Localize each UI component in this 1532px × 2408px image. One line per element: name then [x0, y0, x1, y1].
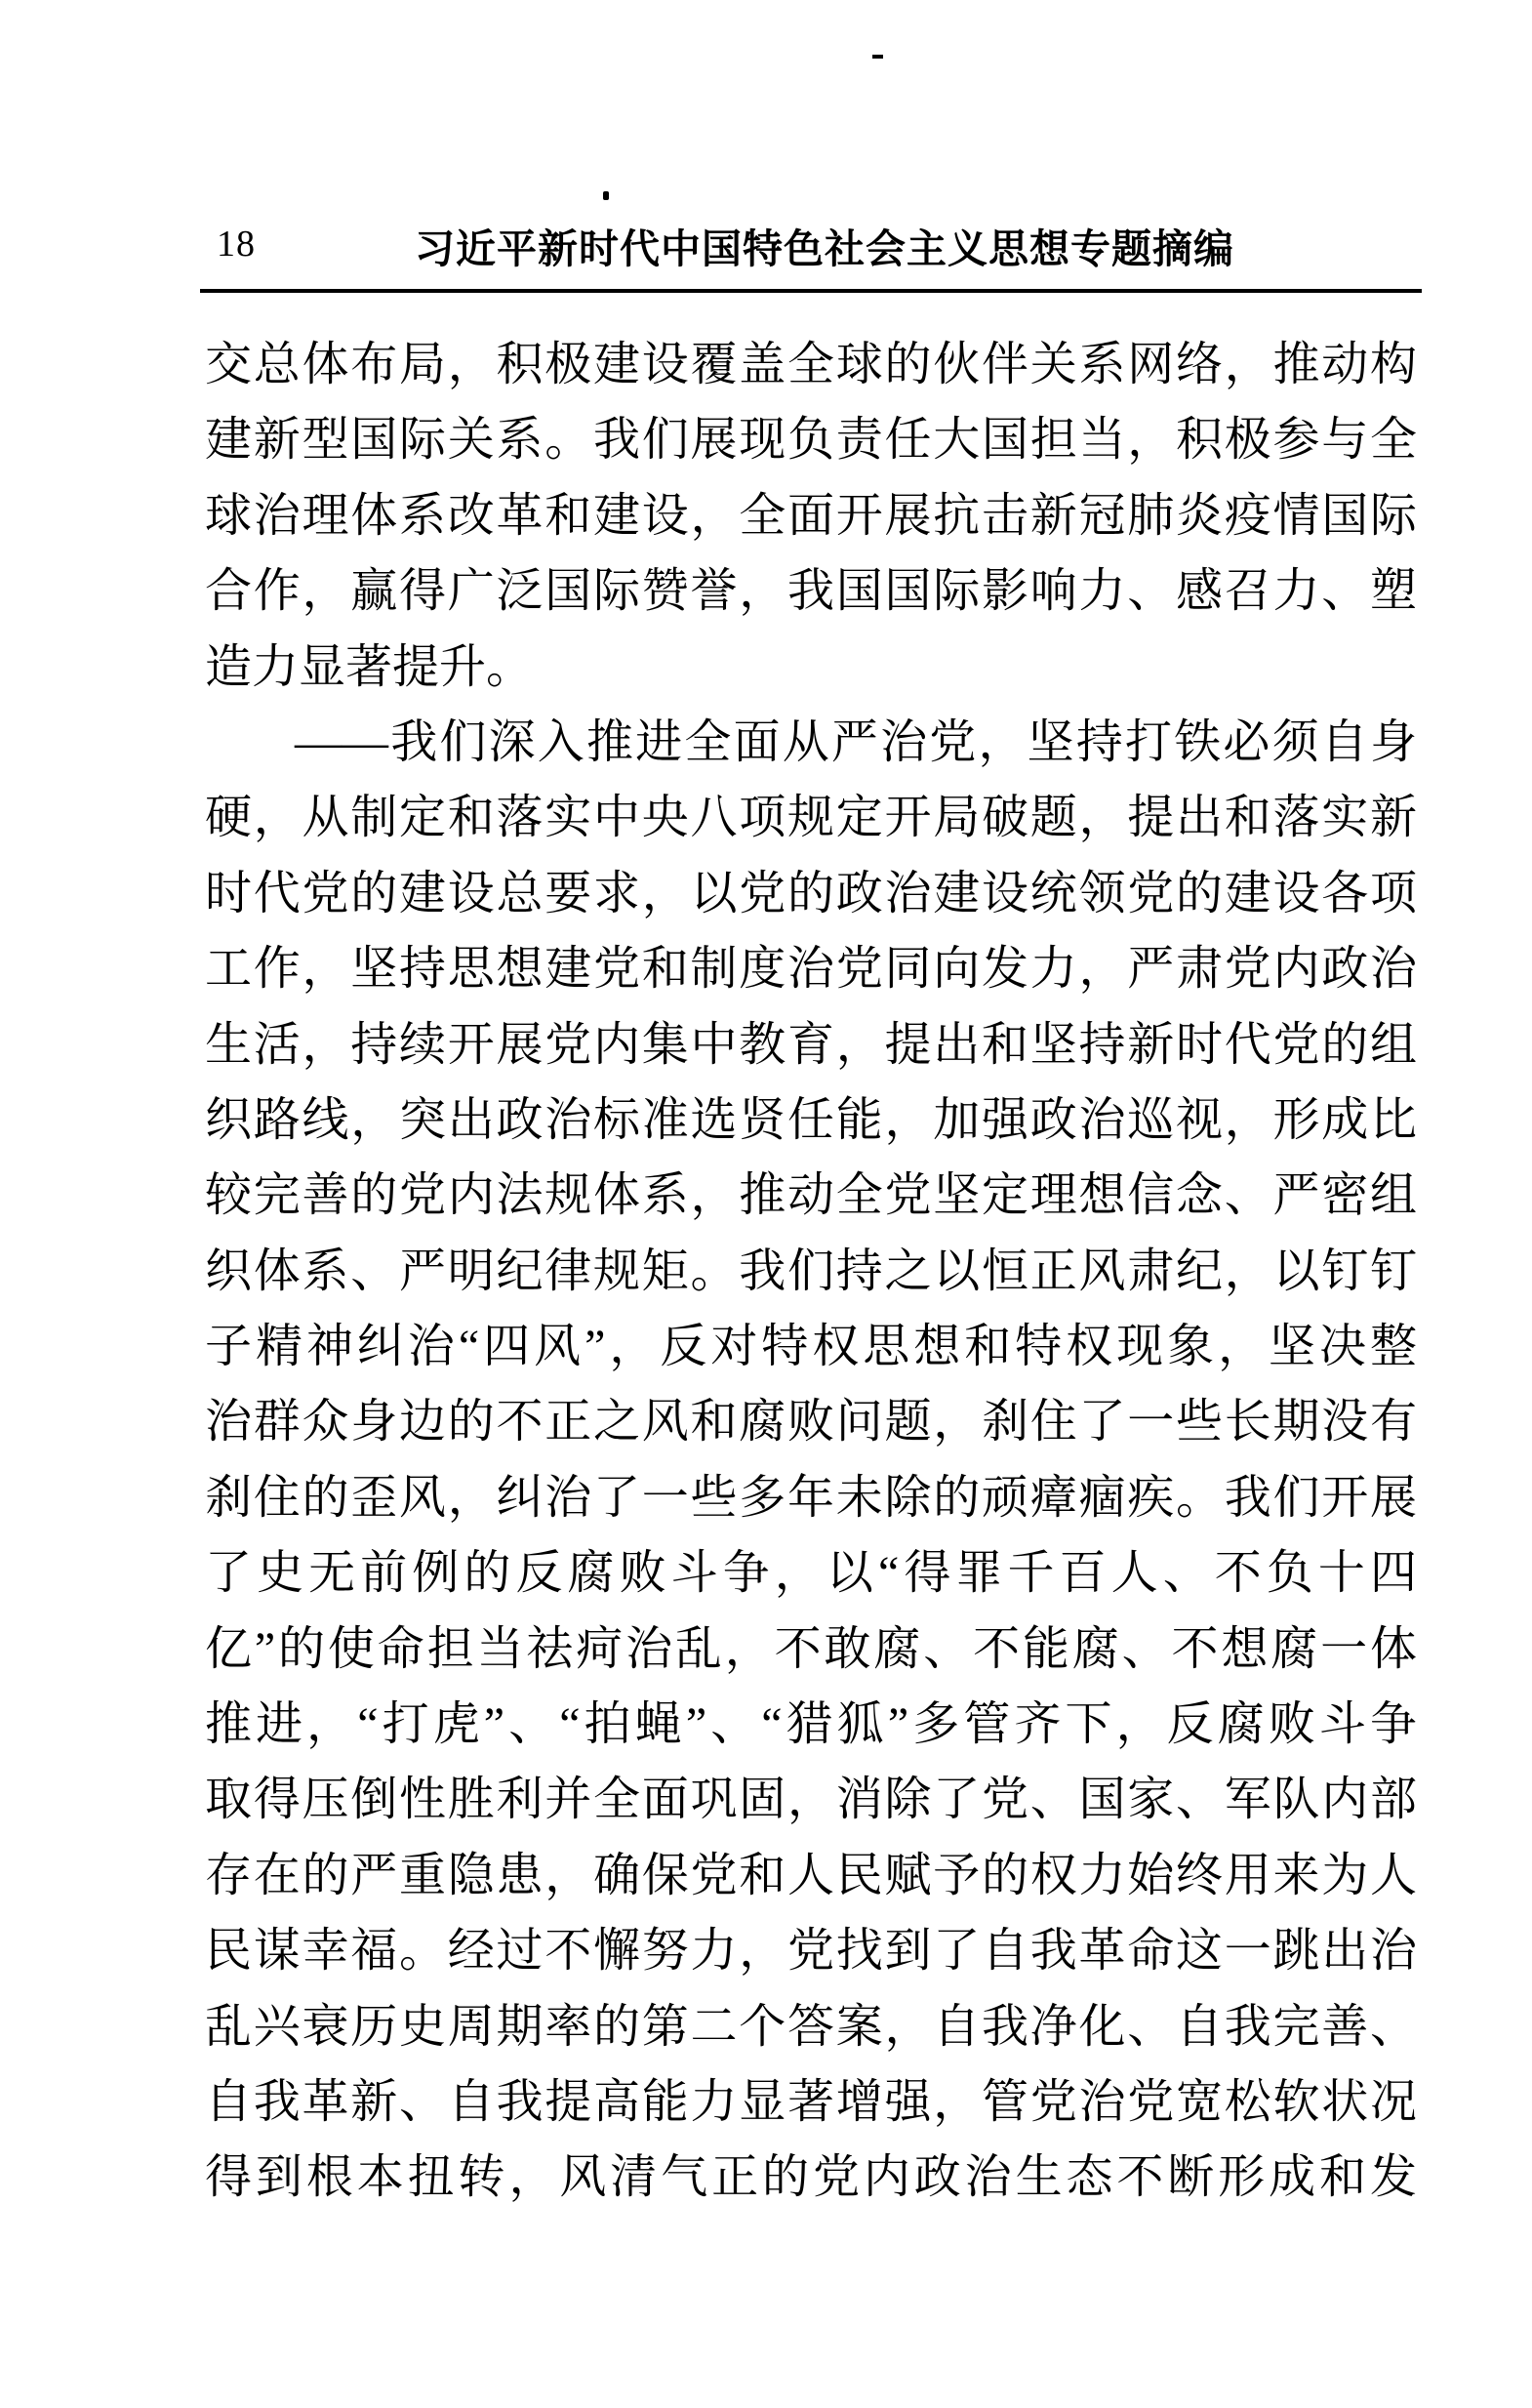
text-line: 建新型国际关系。我们展现负责任大国担当，积极参与全	[205, 414, 1417, 467]
running-head-title: 习近平新时代中国特色社会主义思想专题摘编	[415, 226, 1234, 271]
text-line: 存在的严重隐患，确保党和人民赋予的权力始终用来为人	[205, 1849, 1417, 1901]
text-line: 取得压倒性胜利并全面巩固，消除了党、国家、军队内部	[205, 1774, 1417, 1826]
scan-speck	[603, 191, 609, 200]
text-line: 自我革新、自我提高能力显著增强，管党治党宽松软状况	[205, 2075, 1417, 2128]
text-line: 硬，从制定和落实中央八项规定开局破题，提出和落实新	[205, 792, 1417, 844]
text-line: 合作，赢得广泛国际赞誉，我国国际影响力、感召力、塑	[205, 565, 1417, 618]
header-divider	[200, 289, 1422, 293]
text-line: 交总体布局，积极建设覆盖全球的伙伴关系网络，推动构	[205, 339, 1417, 390]
text-line: 织路线，突出政治标准选贤任能，加强政治巡视，形成比	[205, 1093, 1417, 1146]
text-line: 织体系、严明纪律规矩。我们持之以恒正风肃纪，以钉钉	[205, 1245, 1417, 1297]
page-number: 18	[217, 224, 256, 265]
paragraph	[205, 327, 1417, 705]
text-line: 得到根本扭转，风清气正的党内政治生态不断形成和发	[205, 2151, 1417, 2204]
text-line: 生活，持续开展党内集中教育，提出和坚持新时代党的组	[205, 1018, 1417, 1071]
text-line: 时代党的建设总要求，以党的政治建设统领党的建设各项	[205, 867, 1417, 919]
text-line: 子精神纠治“四风”，反对特权思想和特权现象，坚决整	[205, 1321, 1417, 1373]
text-line: 刹住的歪风，纠治了一些多年未除的顽瘴痼疾。我们开展	[205, 1471, 1417, 1524]
text-line: 造力显著提升。	[205, 640, 534, 693]
text-line: 亿”的使命担当祛疴治乱，不敢腐、不能腐、不想腐一体	[205, 1622, 1417, 1675]
page-body-text	[205, 327, 1417, 2216]
text-line: 了史无前例的反腐败斗争，以“得罪千百人、不负十四	[205, 1547, 1417, 1600]
text-line: 球治理体系改革和建设，全面开展抗击新冠肺炎疫情国际	[205, 489, 1417, 542]
text-line: 推进，“打虎”、“拍蝇”、“猎狐”多管齐下，反腐败斗争	[205, 1698, 1417, 1751]
scan-speck	[872, 55, 883, 59]
text-line: 较完善的党内法规体系，推动全党坚定理想信念、严密组	[205, 1169, 1417, 1222]
text-line: 乱兴衰历史周期率的第二个答案，自我净化、自我完善、	[205, 2000, 1417, 2053]
text-line: 治群众身边的不正之风和腐败问题，刹住了一些长期没有	[205, 1396, 1417, 1449]
text-line: ——我们深入推进全面从严治党，坚持打铁必须自身	[295, 715, 1417, 768]
text-line: 民谋幸福。经过不懈努力，党找到了自我革命这一跳出治	[205, 1925, 1417, 1978]
paragraph	[205, 705, 1417, 2216]
text-line: 工作，坚持思想建党和制度治党同向发力，严肃党内政治	[205, 943, 1417, 996]
